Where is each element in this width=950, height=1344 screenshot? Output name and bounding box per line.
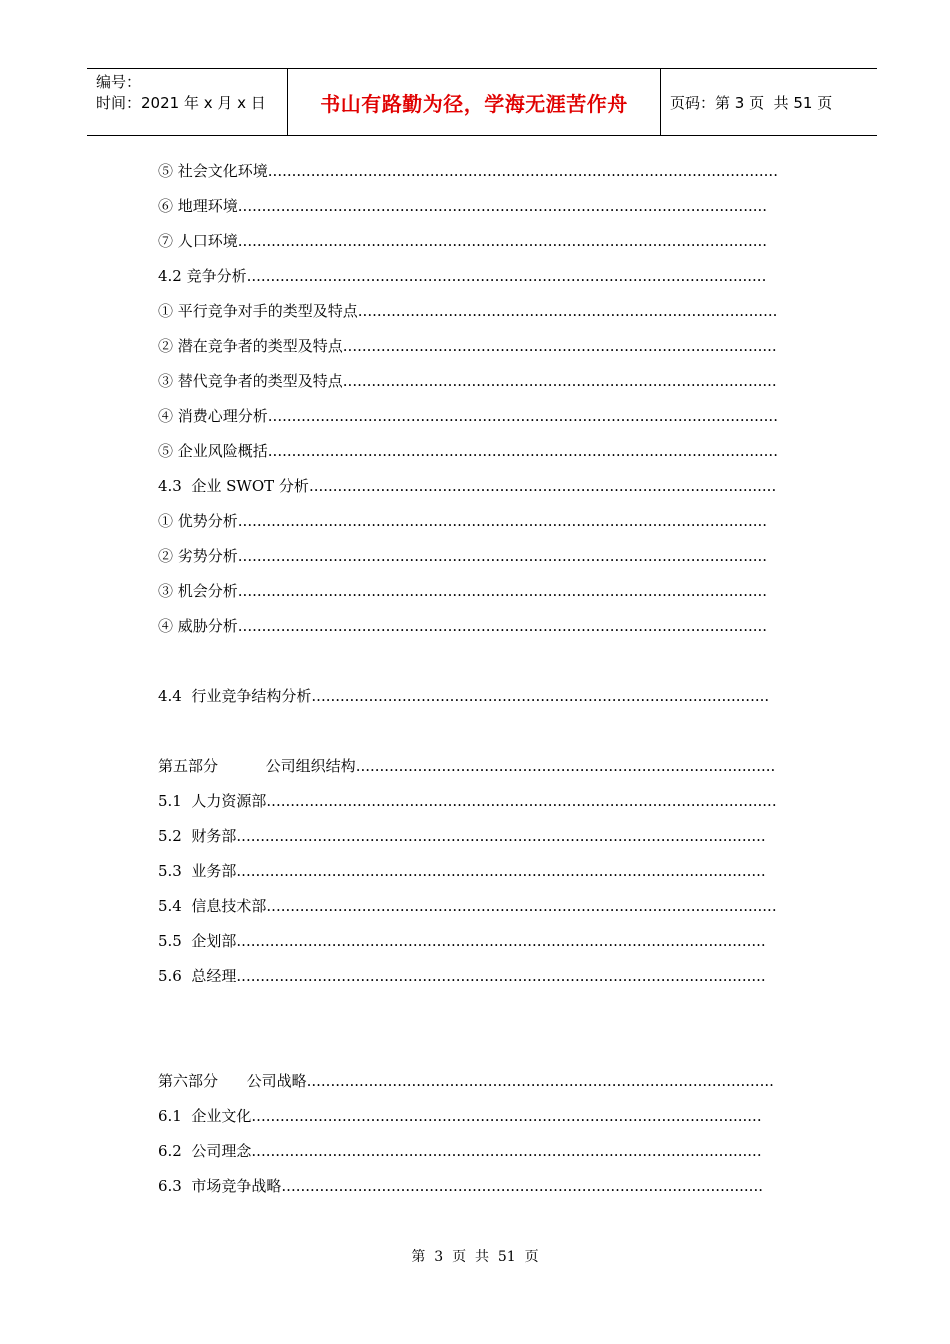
header-page-info: 页码：第 3 页 共 51 页 — [670, 93, 833, 112]
toc-entry: 第五部分 公司组织结构........................................................................................ — [158, 757, 776, 775]
toc-entry: ② 潜在竞争者的类型及特点........................................................................................... — [158, 337, 777, 355]
toc-entry: ① 平行竞争对手的类型及特点........................................................................................ — [158, 302, 778, 320]
number-label: 编号： — [96, 73, 142, 91]
header-motto-cell — [288, 69, 661, 135]
page-footer: 第 3 页 共 51 页 — [411, 1249, 539, 1265]
toc-entry: 6.2 公司理念........................................................................................................... — [158, 1142, 762, 1160]
toc-entry: ⑤ 企业风险概括........................................................................................................... — [158, 442, 778, 460]
toc-entry: 第六部分 公司战略.................................................................................................. — [158, 1072, 774, 1090]
toc-entry: 5.2 财务部............................................................................................................... — [158, 827, 766, 845]
toc-entry: 5.4 信息技术部........................................................................................................... — [158, 897, 777, 915]
toc-entry: ④ 威胁分析............................................................................................................... — [158, 617, 768, 635]
toc-entry: 4.2 竞争分析............................................................................................................. — [158, 267, 767, 285]
toc-entry: ④ 消费心理分析........................................................................................................... — [158, 407, 778, 425]
toc-entry: 5.1 人力资源部........................................................................................................... — [158, 792, 777, 810]
toc-entry: 5.3 业务部............................................................................................................... — [158, 862, 766, 880]
page-header — [87, 68, 877, 136]
time-label: 时间：2021 年 x 月 x 日 — [96, 94, 266, 112]
toc-entry: ⑥ 地理环境............................................................................................................... — [158, 197, 768, 215]
toc-entry: ③ 机会分析............................................................................................................... — [158, 582, 768, 600]
toc-entry: 5.6 总经理............................................................................................................... — [158, 967, 766, 985]
header-meta — [87, 69, 288, 135]
toc-entry: 5.5 企划部............................................................................................................... — [158, 932, 766, 950]
toc-entry: 4.4 行业竞争结构分析................................................................................................ — [158, 687, 770, 705]
toc-entry: 4.3 企业 SWOT 分析.................................................................................................. — [158, 477, 777, 495]
motto-text: 书山有路勤为径，学海无涯苦作舟 — [320, 91, 628, 116]
toc-entry: ① 优势分析............................................................................................................... — [158, 512, 768, 530]
toc-entry: ② 劣势分析............................................................................................................... — [158, 547, 768, 565]
toc-entry: ③ 替代竞争者的类型及特点........................................................................................... — [158, 372, 777, 390]
toc-entry: ⑦ 人口环境............................................................................................................... — [158, 232, 768, 250]
toc-entry: ⑤ 社会文化环境........................................................................................................... — [158, 162, 778, 180]
toc-entry: 6.1 企业文化........................................................................................................... — [158, 1107, 762, 1125]
toc-entry: 6.3 市场竞争战略..................................................................................................... — [158, 1177, 763, 1195]
